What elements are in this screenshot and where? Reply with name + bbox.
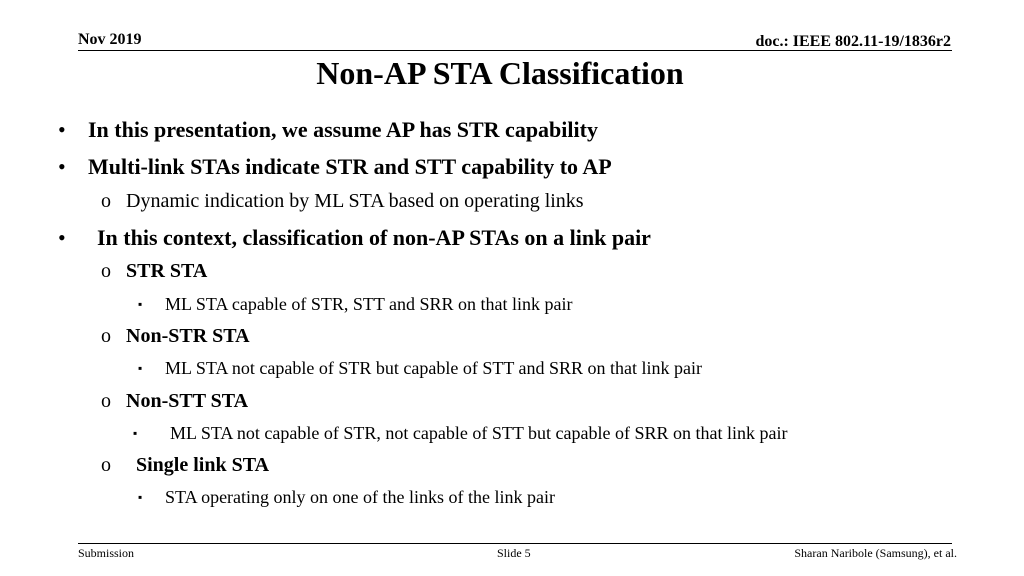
bullet-marker: • — [58, 117, 66, 142]
footer-submission: Submission — [78, 546, 135, 560]
sub-bullet-marker: o — [101, 190, 111, 212]
class-description: ML STA not capable of STR, not capable of STT but capable of SRR on that link pair — [170, 423, 788, 443]
sub-bullet-marker: o — [101, 454, 111, 476]
sub-bullet-marker: o — [101, 325, 111, 347]
sub-bullet-marker: o — [101, 390, 111, 412]
footer-slide-number: Slide 5 — [497, 546, 531, 560]
footer-author: Sharan Naribole (Samsung), et al. — [794, 546, 957, 560]
class-name: Non-STR STA — [126, 325, 250, 347]
bullet-marker: • — [58, 225, 66, 250]
class-name: STR STA — [126, 260, 208, 282]
header-doc-id: doc.: IEEE 802.11-19/1836r2 — [755, 33, 951, 50]
class-description: ML STA not capable of STR but capable of STT and SRR on that link pair — [165, 358, 702, 378]
slide-title: Non-AP STA Classification — [316, 55, 684, 91]
sub-bullet-marker: o — [101, 260, 111, 282]
sub-bullet-text: Dynamic indication by ML STA based on operating links — [126, 190, 584, 212]
bullet-marker: • — [58, 154, 66, 179]
class-name: Non-STT STA — [126, 390, 249, 412]
class-description: ML STA capable of STR, STT and SRR on that link pair — [165, 294, 573, 314]
header-date: Nov 2019 — [78, 31, 142, 48]
bullet-text: In this presentation, we assume AP has STR capability — [88, 117, 598, 142]
footer-divider — [78, 543, 952, 544]
sub-sub-bullet-marker: ▪ — [133, 426, 138, 440]
sub-sub-bullet-marker: ▪ — [138, 361, 143, 375]
header-divider — [78, 50, 952, 51]
class-description: STA operating only on one of the links of the link pair — [165, 487, 555, 507]
class-name: Single link STA — [136, 454, 270, 476]
bullet-text: In this context, classification of non-AP STAs on a link pair — [97, 225, 651, 250]
sub-sub-bullet-marker: ▪ — [138, 297, 143, 311]
bullet-text: Multi-link STAs indicate STR and STT capability to AP — [88, 154, 612, 179]
sub-sub-bullet-marker: ▪ — [138, 490, 143, 504]
